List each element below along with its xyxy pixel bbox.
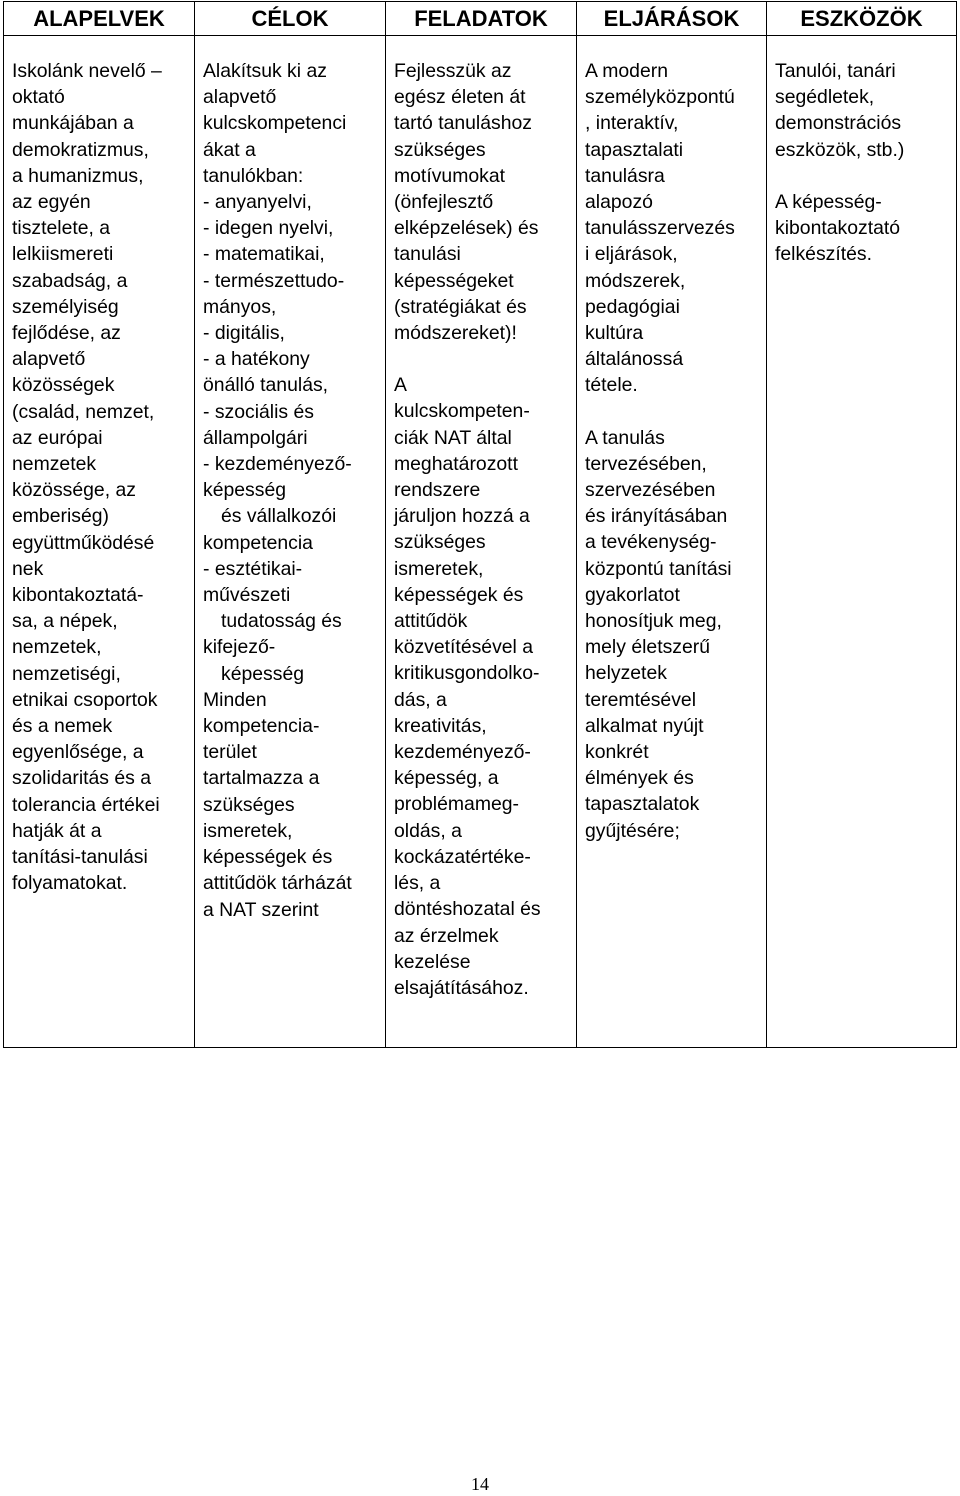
cell-text-line: tervezésében, [585,452,707,475]
cell-text-line: lelkiismereti [12,243,114,266]
cell-text-line: fejlődése, az [12,322,121,345]
cell-text-line: általánossá [585,348,684,371]
cell-text-line: - a hatékony [203,348,310,371]
cell-text-line: kulcskompeten- [394,400,530,423]
cell-text-line: szükséges [203,793,295,816]
cell-text-line: segédletek, [775,86,875,109]
cell-text-line: kibontakoztató [775,217,901,240]
cell-text-line: folyamatokat. [12,872,128,895]
cell-text-line: Tanulói, tanári [775,60,896,82]
cell-text-line: kibontakoztatá- [12,584,144,607]
cell-text-line: személyiség [12,295,119,318]
cell-text-line: - kezdeményező- [203,453,352,476]
cell-text-line: kritikusgondolko- [394,662,540,685]
cell-text-line: módszereket)! [394,322,517,345]
cell-text-line: szükséges [394,138,486,161]
cell-text-line: motívumokat [394,164,505,187]
cell-text-line: gyűjtésére; [585,819,680,842]
cell-text-line: eszközök, stb.) [775,138,905,161]
cell-text-line: demokratizmus, [12,138,149,161]
curriculum-table [3,1,957,1048]
cell-text-line: tétele. [585,374,638,397]
cell-text-line: - anyanyelvi, [203,191,312,214]
cell-text-line: művészeti [203,584,291,607]
cell-feladatok [386,36,577,1048]
cell-text-line: döntéshozatal és [394,898,541,921]
cell-text-line: A képesség- [775,190,882,213]
cell-text-line: (stratégiákat és [394,295,527,318]
cell-text-line: mely életszerű [585,636,711,659]
cell-text-line: kifejező- [203,636,276,659]
cell-text-line: közvetítésével a [394,636,534,659]
cell-text-line: oldás, a [394,819,462,842]
cell-text-line: képesség, a [394,767,499,790]
cell-text-line: tanulásra [585,164,665,187]
cell-text-line: ciák NAT által [394,426,512,449]
cell-text-line: , interaktív, [585,112,679,135]
cell-text-line: kreativitás, [394,714,487,737]
cell-text-line: tanulókban: [203,164,304,187]
cell-text-line: lés, a [394,872,441,895]
cell-text-line: alapvető [203,86,277,109]
cell-text-line: elképzelések) és [394,217,539,240]
cell-text-line: tapasztalatok [585,793,700,816]
cell-text-line: Iskolánk nevelő – [12,60,162,82]
cell-text-line: mányos, [203,295,277,318]
cell-text-line: szükséges [394,531,486,554]
cell-text-line: terület [203,741,257,764]
cell-text-line: képességek és [203,846,333,869]
cell-text-line: (család, nemzet, [12,400,155,423]
cell-text-line: dás, a [394,688,447,711]
cell-text-line: teremtésével [585,688,697,711]
cell-text-line: tartó tanuláshoz [394,112,532,135]
cell-text-line: - idegen nyelvi, [203,217,334,240]
cell-text-line: oktató [12,86,65,109]
cell-text-line: tartalmazza a [203,767,320,790]
cell-text-line: képességeket [394,269,514,292]
cell-text-line: honosítjuk meg, [585,610,722,633]
cell-text-line: és a nemek [12,715,113,738]
cell-text-line: ákat a [203,138,256,161]
header-alapelvek: ALAPELVEK [4,2,195,36]
cell-text-line: élmények és [585,767,694,790]
cell-eszkozok [767,36,957,1048]
cell-text-line: központú tanítási [585,557,732,580]
cell-text-line: - esztétikai- [203,557,303,580]
cell-text-line: - szociális és [203,400,314,423]
cell-text-line: hatják át a [12,819,102,842]
cell-text-line: szabadság, a [12,269,128,292]
cell-text-line: kockázatértéke- [394,845,531,868]
content-row [4,36,957,1048]
cell-celok [195,36,386,1048]
cell-text-line: nemzetiségi, [12,662,121,685]
cell-text-line: tanulási [394,243,461,266]
cell-text-line: közössége, az [12,479,136,502]
cell-text-line: és irányításában [585,505,728,528]
header-celok: CÉLOK [195,2,386,36]
cell-text-line: az európai [12,426,103,449]
cell-text-line: ismeretek, [394,557,484,580]
cell-text-line: - digitális, [203,322,285,345]
header-eszkozok: ESZKÖZÖK [767,2,957,36]
cell-eljarasok [577,36,767,1048]
cell-text-line: kezdeményező- [394,741,531,764]
cell-text-line: alkalmat nyújt [585,714,704,737]
cell-text-line: gyakorlatot [585,583,680,606]
cell-text-line: személyközpontú [585,86,735,109]
header-row [4,2,957,36]
cell-text-line: A tanulás [585,426,665,449]
cell-text-line: tudatosság és [221,610,342,633]
cell-alapelvek [4,36,195,1048]
cell-text-line: alapvető [12,348,86,371]
page-number: 14 [471,1474,489,1494]
cell-text-line: Fejlesszük az [394,60,512,82]
cell-text-line: kultúra [585,322,644,345]
cell-text-line: helyzetek [585,662,667,685]
cell-text-line: nek [12,557,44,580]
cell-text-line: emberiség) [12,505,109,528]
cell-text-line: tapasztalati [585,138,684,161]
cell-text-line: önálló tanulás, [203,374,329,397]
cell-text-line: munkájában a [12,112,134,135]
cell-text-line: attitűdök tárházát [203,872,352,895]
cell-text-line: tisztelete, a [12,217,111,240]
cell-text-line: a NAT szerint [203,898,319,921]
header-eljarasok: ELJÁRÁSOK [577,2,767,36]
cell-text-line: képesség [221,662,305,685]
cell-text-line: szolidaritás és a [12,767,152,790]
cell-text-line: A modern [585,60,668,82]
cell-text-line: tolerancia értékei [12,793,160,816]
cell-text-line: i eljárások, [585,243,678,266]
cell-text-line: konkrét [585,741,649,764]
cell-text-line: képességek és [394,583,524,606]
cell-text-line: állampolgári [203,426,308,449]
cell-text-line: tanítási-tanulási [12,846,148,869]
cell-text-line: (önfejlesztő [394,191,494,214]
cell-text-line: problémameg- [394,793,520,816]
cell-text-line: attitűdök [394,610,468,633]
cell-text-line: az érzelmek [394,924,499,947]
paragraph-gap [585,399,758,425]
cell-text-line: Minden [203,688,267,711]
cell-text-line: - matematikai, [203,243,325,266]
cell-text-line: sa, a népek, [12,610,118,633]
cell-text-line: módszerek, [585,269,686,292]
cell-text-line: etnikai csoportok [12,688,158,711]
cell-text-line: együttműködésé [12,531,155,554]
cell-text-line: rendszere [394,479,481,502]
cell-text-line: az egyén [12,191,91,214]
cell-text-line: tanulásszervezés [585,217,735,240]
cell-text-line: közösségek [12,374,115,397]
cell-text-line: a tevékenység- [585,531,717,554]
cell-text-line: a humanizmus, [12,164,144,187]
cell-text-line: kulcskompetenci [203,112,347,135]
cell-text-line: képesség [203,479,287,502]
cell-text-line: járuljon hozzá a [394,505,530,528]
cell-text-line: felkészítés. [775,243,872,266]
cell-text-line: egyenlősége, a [12,741,144,764]
cell-text-line: és vállalkozói [221,505,337,528]
cell-text-line: - természettudo- [203,269,345,292]
cell-text-line: pedagógiai [585,295,680,318]
cell-text-line: meghatározott [394,452,518,475]
cell-text-line: egész életen át [394,86,526,109]
cell-text-line: elsajátításához. [394,976,529,999]
cell-text-line: nemzetek [12,453,97,476]
cell-text-line: A [394,374,407,397]
cell-text-line: Alakítsuk ki az [203,60,327,82]
cell-text-line: nemzetek, [12,636,102,659]
cell-text-line: kompetencia [203,531,313,554]
cell-text-line: szervezésében [585,479,716,502]
cell-text-line: alapozó [585,191,653,214]
paragraph-gap [394,346,568,372]
cell-text-line: kezelése [394,950,471,973]
cell-text-line: kompetencia- [203,715,320,738]
cell-text-line: demonstrációs [775,112,902,135]
header-feladatok: FELADATOK [386,2,577,36]
paragraph-gap [775,163,948,189]
cell-text-line: ismeretek, [203,819,293,842]
